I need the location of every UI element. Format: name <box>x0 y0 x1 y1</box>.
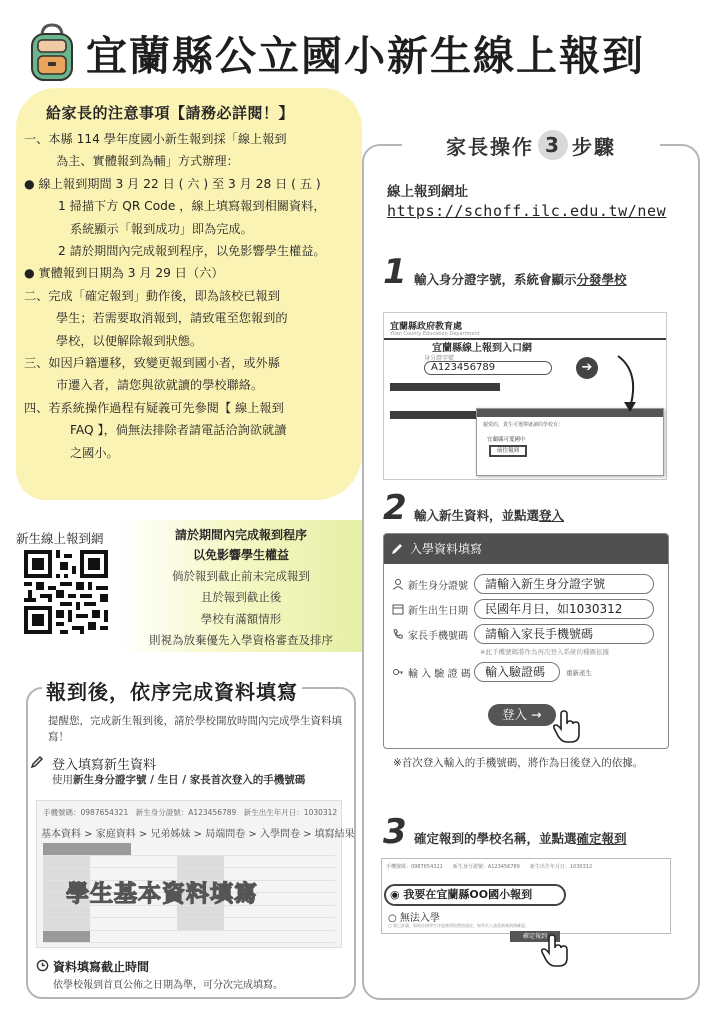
go-register-button[interactable]: 前往報到 <box>489 445 527 457</box>
notice-line: 為主、實體報到為輔」方式辦理： <box>56 154 239 169</box>
phone-row <box>392 624 654 644</box>
phone-input[interactable]: 請輸入家長手機號碼 <box>474 624 654 644</box>
captcha-input[interactable]: 輸入驗證碼 <box>474 662 560 682</box>
phone-note: ※此手機號碼將作為再次登入系統的種碼依據 <box>480 648 609 656</box>
phone-login-memo: ※首次登入輸入的手機號碼，將作為日後登入的依據。 <box>393 757 644 769</box>
reminder-line: 以免影響學生權益 <box>192 548 289 562</box>
form-header-label: 入學資料填寫 <box>410 542 483 556</box>
login-sub-pre: 使用 <box>52 774 73 786</box>
person-icon <box>392 578 404 590</box>
captcha-label: 輸 入 驗 證 碼 <box>408 668 471 680</box>
form-cell <box>90 856 178 868</box>
notice-line: 2 請於期間內完成報到程序，以免影響學生權益。 <box>58 244 326 259</box>
notice-panel <box>16 88 362 500</box>
announcement-bar <box>390 383 500 391</box>
steps-header-pre: 家長操作 <box>446 134 534 159</box>
confirm-info: 手機號碼：0987654321 新生身分證號：A123456789 新生出生年月日：1030312 <box>386 864 593 870</box>
student-data-form-screenshot <box>36 800 355 948</box>
popup-school: 宜蘭縣可愛國中 <box>487 437 526 443</box>
steps-header-post: 步驟 <box>572 134 616 159</box>
login-sub-bold: 新生身分證字號 / 生日 / 家長首次登入的手機號碼 <box>73 774 306 786</box>
portal-department-en: Yilan County Education Department <box>390 331 480 337</box>
pointer-hand-icon <box>552 710 582 744</box>
id-input[interactable]: A123456789 <box>424 361 552 375</box>
key-icon <box>392 666 404 678</box>
form-breadcrumb: 基本資料 > 家庭資料 > 兄弟姊妹 > 局端問卷 > 入學問卷 > 填寫結果 <box>41 829 355 840</box>
registration-url-link[interactable]: https://schoff.ilc.edu.tw/new <box>387 202 667 220</box>
notice-line: 學生；若需要取消報到，請致電至您報到的 <box>56 311 288 326</box>
notice-lines <box>24 128 374 464</box>
form-header <box>384 534 668 564</box>
form-cell <box>43 843 131 855</box>
step-2-text-pre: 輸入新生資料，並點選 <box>414 508 540 523</box>
notice-line: 四、若系統操作過程有疑義可先參閱【 線上報到 <box>24 400 284 415</box>
notice-line: 學校，以便解除報到狀態。 <box>56 333 203 348</box>
student-id-input[interactable]: 請輸入新生身分證字號 <box>474 574 654 594</box>
step-2-text-ul: 登入 <box>539 508 565 523</box>
step-3-confirm-screenshot <box>381 858 671 934</box>
pencil-icon <box>30 755 44 769</box>
birthdate-row <box>392 599 654 619</box>
birthdate-input[interactable]: 民國年月日，如1030312 <box>474 599 654 619</box>
form-cell <box>177 856 224 868</box>
step-2-login-form <box>383 533 669 749</box>
step-1-text <box>414 270 627 288</box>
step-3-text <box>414 829 627 847</box>
reminder-line: 學校有滿額情形 <box>200 612 282 626</box>
step-1-number: 1 <box>383 252 407 292</box>
pencil-icon <box>390 542 404 556</box>
qr-label: 新生線上報到網 <box>16 531 104 546</box>
student-id-row <box>392 574 654 594</box>
form-row <box>43 918 335 931</box>
reminder-line: 則視為放棄優先入學資格審查及排序 <box>149 633 333 647</box>
steps-header <box>402 128 660 162</box>
step-2-number: 2 <box>383 488 407 528</box>
form-cell <box>177 918 224 930</box>
data-deadline-title: 資料填寫截止時間 <box>53 960 150 974</box>
form-row <box>43 843 335 856</box>
notice-title: 給家長的注意事項【請務必詳閱！】 <box>46 104 295 122</box>
step-1-text-ul: 分發學校 <box>576 272 627 287</box>
form-cell <box>43 931 90 943</box>
phone-label: 家長手機號碼 <box>408 630 468 642</box>
login-title: 登入填寫新生資料 <box>52 758 157 773</box>
schoolbag-icon <box>28 22 76 82</box>
portal-department: 宜蘭縣政府教育處 <box>390 322 463 332</box>
step-3-text-ul: 確定報到 <box>576 831 627 846</box>
cannot-enroll-option[interactable]: ○ 無法入學 <box>388 913 440 924</box>
notice-line: 1 掃描下方 QR Code ，線上填寫報到相關資料， <box>58 199 326 214</box>
phone-icon <box>392 628 404 640</box>
notice-line: 之國小。 <box>70 445 119 460</box>
clock-icon <box>36 959 49 972</box>
notice-line: 二、完成「確定報到」動作後，即為該校已報到 <box>24 288 280 303</box>
notice-line: ● 實體報到日期為 3 月 29 日（六） <box>24 266 224 281</box>
form-cell <box>90 931 178 943</box>
form-cell <box>43 856 90 868</box>
go-arrow-button[interactable]: ➔ <box>576 357 598 379</box>
notice-line: 一、本縣 114 學年度國小新生報到採「線上報到 <box>24 132 287 146</box>
after-intro: 提醒您，完成新生報到後，請於學校開放時間內完成學生資料填寫！ <box>48 715 342 743</box>
reminder-line: 請於期間內完成報到程序 <box>174 528 307 542</box>
step-3-number: 3 <box>383 812 407 852</box>
reminder-line: 且於報到截止後 <box>200 590 282 604</box>
calendar-icon <box>392 603 404 615</box>
id-label: 身分證字號 <box>424 355 455 362</box>
step-1-text-pre: 輸入身分證字號，系統會顯示 <box>414 272 577 287</box>
login-sub <box>52 772 305 787</box>
confirm-fineprint: □ 我已詳讀，如欲註冊學生年度後學校將依規定，如有失入請重新報到後確認。 <box>388 923 530 928</box>
pointer-hand-icon <box>540 934 570 968</box>
data-deadline-sub: 依學校報到首頁公佈之日期為準，可分次完成填寫。 <box>53 980 283 991</box>
login-button[interactable]: 登入 → <box>488 704 556 726</box>
student-id-label: 新生身分證號 <box>408 580 468 592</box>
steps-count-badge: 3 <box>538 130 568 160</box>
student-data-stamp: 學生基本資料填寫 <box>66 881 258 907</box>
notice-line: 三、如因戶籍遷移，致變更報到國小者，或外縣 <box>24 356 280 371</box>
page-title: 宜蘭縣公立國小新生線上報到 <box>86 31 645 80</box>
captcha-row <box>392 662 592 682</box>
register-school-option[interactable]: ◉ 我要在宜蘭縣OO國小報到 <box>384 884 566 906</box>
notice-line: 系統顯示「報到成功」即為完成。 <box>70 221 253 236</box>
form-row <box>43 931 335 944</box>
after-title: 報到後，依序完成資料填寫 <box>42 676 302 705</box>
popup-text: 親愛的，貴生可選擇就讀的學校有： <box>483 422 564 428</box>
notice-line: 市遷入者，請您與欲就讀的學校聯絡。 <box>56 378 264 393</box>
notice-line: FAQ 】，倘無法排除者請電話洽詢欲就讀 <box>70 423 287 438</box>
form-cell <box>43 918 90 930</box>
notice-line: ● 線上報到期間 3 月 22 日 ( 六 ) 至 3 月 28 日 ( 五 ) <box>24 176 321 191</box>
qr-code[interactable] <box>24 550 108 634</box>
birthdate-label: 新生出生日期 <box>408 605 468 617</box>
portal-title: 宜蘭縣線上報到入口網 <box>432 343 532 354</box>
step-2-text <box>414 506 564 524</box>
form-top-info: 手機號碼：0987654321 新生身分證號：A123456789 新生出生年月日：1030312 <box>43 808 338 817</box>
confirm-register-button[interactable]: 確定報到 <box>510 931 560 942</box>
step-3-text-pre: 確定報到的學校名稱，並點選 <box>414 831 577 846</box>
curved-arrow-icon <box>600 352 670 422</box>
form-row <box>43 856 335 869</box>
reminder-line: 倘於報到截止前未完成報到 <box>172 569 310 583</box>
deadline-reminder <box>120 520 362 652</box>
url-label: 線上報到網址 <box>387 184 468 200</box>
form-cell <box>90 918 178 930</box>
title-row <box>28 22 645 82</box>
regenerate-link[interactable]: 重新產生 <box>566 668 592 677</box>
